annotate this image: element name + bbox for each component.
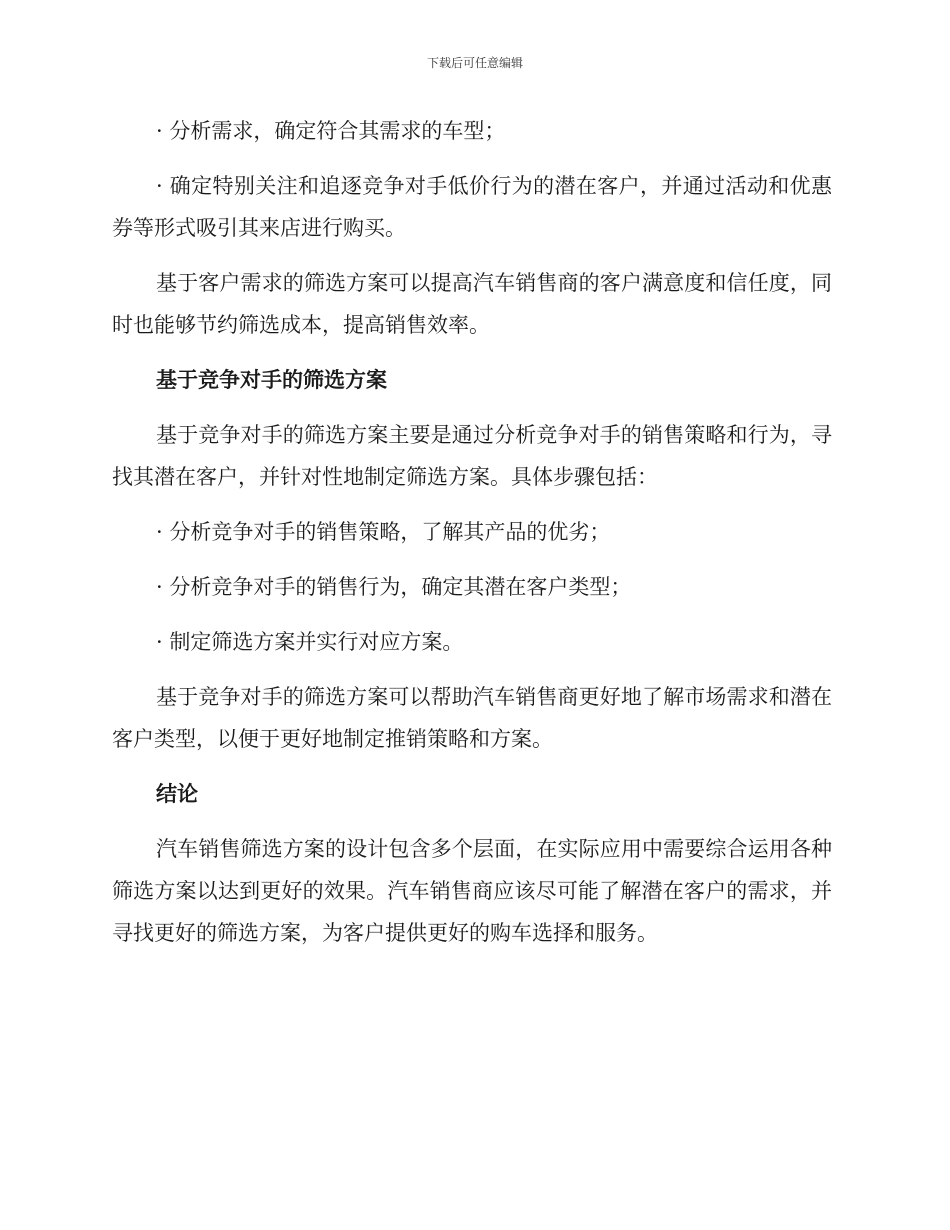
section-heading-conclusion: 结论 [156, 782, 198, 806]
paragraph-conclusion: 汽车销售筛选方案的设计包含多个层面，在实际应用中需要综合运用各种筛选方案以达到更好的效果。汽车销售商应该尽可能了解潜在客户的需求，并寻找更好的筛选方案，为客户提供更好的购车选择和服务。 [112, 837, 832, 945]
paragraph-competitor-summary: 基于竞争对手的筛选方案可以帮助汽车销售商更好地了解市场需求和潜在客户类型，以便于更好地制定推销策略和方案。 [112, 685, 832, 751]
bullet-competitor-strategy: · 分析竞争对手的销售策略，了解其产品的优劣； [156, 520, 611, 544]
paragraph-competitor-intro: 基于竞争对手的筛选方案主要是通过分析竞争对手的销售策略和行为，寻找其潜在客户，并针对性地制定筛选方案。具体步骤包括： [112, 423, 832, 489]
section-heading-competitor: 基于竞争对手的筛选方案 [156, 368, 387, 392]
bullet-target-customers: · 确定特别关注和追逐竞争对手低价行为的潜在客户，并通过活动和优惠券等形式吸引其来店进行购买。 [112, 174, 832, 240]
page-header: 下载后可任意编辑 [426, 56, 523, 70]
paragraph-customer-needs-summary: 基于客户需求的筛选方案可以提高汽车销售商的客户满意度和信任度，同时也能够节约筛选成本，提高销售效率。 [112, 271, 832, 337]
bullet-competitor-behavior: · 分析竞争对手的销售行为，确定其潜在客户类型； [156, 575, 632, 599]
bullet-implement-plan: · 制定筛选方案并实行对应方案。 [156, 630, 464, 654]
document-body [112, 110, 832, 954]
bullet-analyze-needs: · 分析需求，确定符合其需求的车型； [156, 119, 506, 143]
